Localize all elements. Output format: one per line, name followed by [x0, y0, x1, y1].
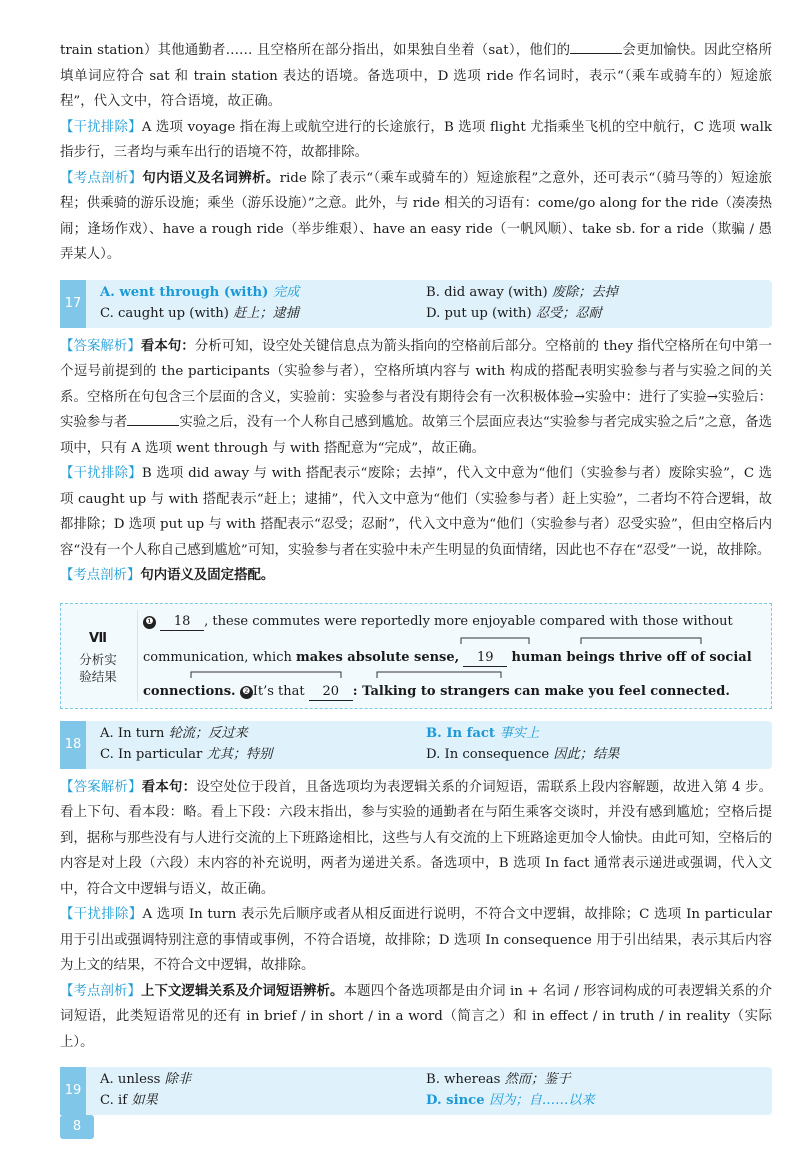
q18-options	[60, 721, 772, 769]
option-a	[100, 1070, 191, 1090]
option-d	[426, 1091, 595, 1111]
option-en: B. In fact	[426, 725, 496, 741]
text: , these commutes were reportedly more enjoyable compared with those without	[204, 613, 733, 629]
option-d	[426, 745, 619, 765]
option-b	[426, 724, 539, 744]
key-phrase: : Talking to strangers can make you feel connected.	[352, 683, 730, 699]
passage-line-1	[143, 612, 763, 632]
text: B 选项 did away 与 with 搭配表示“废除；去掉”，代入文中意为“他们（实验参与者）废除实验”，C 选项 caught up 与 with 搭配表示“赶上；逮捕”，代入文中意为“他们（实验参与者）赶上实验”，二者均不符合逻辑，故都排除；D 选项 put up 与 with 搭配表示“忍受；忍耐”，代入文中意为“他们（实验参与者）忍受实验”，但由空格后内容“没有一个人称自己感到尴尬”可知，实验参与者在实验中未产生明显的负面情绪，因此也不存在“忍受”一说，故排除。	[60, 466, 773, 558]
option-en: C. In particular	[100, 746, 203, 762]
option-en: D. put up (with)	[426, 305, 532, 321]
option-zh: 轮流；反过来	[168, 725, 248, 741]
q18-answer	[60, 775, 772, 903]
option-en: B. did away (with)	[426, 284, 548, 300]
interference-tag: 【干扰排除】	[60, 466, 142, 481]
point-title: 上下文逻辑关系及介词短语辨析。	[141, 982, 344, 999]
passage-line-2	[143, 648, 763, 668]
interference-tag: 【干扰排除】	[60, 119, 142, 135]
option-en: A. In turn	[100, 725, 165, 741]
vii-analysis-box	[60, 603, 772, 709]
bracket-arrow-lower-left	[191, 672, 341, 678]
option-zh: 忍受；忍耐	[535, 305, 602, 321]
option-zh: 如果	[131, 1093, 158, 1108]
option-zh: 因此；结果	[553, 746, 620, 762]
question-number: 17	[60, 280, 86, 328]
option-c	[100, 745, 272, 765]
answer-tag: 【答案解析】	[60, 779, 142, 795]
section-roman: Ⅶ	[88, 630, 107, 646]
section-label-line2: 验结果	[79, 668, 117, 684]
text: 实验之后，没有一个人称自己感到尴尬。故第三个层面应表达“实验参与者完成实验之后”之意，备选项中，只有 A 选项 went through 与 with 搭配意为“完成”，故正确。	[60, 415, 772, 456]
option-zh: 然而；鉴于	[504, 1072, 571, 1087]
point-tag: 【考点剖析】	[60, 983, 142, 999]
option-en: D. In consequence	[426, 746, 550, 762]
text: train station）其他通勤者…… 且空格所在部分指出，如果独自坐着（sat），他们的	[60, 43, 571, 58]
point-title: 句内语义及固定搭配。	[140, 567, 275, 583]
text: A 选项 In turn 表示先后顺序或者从相反面进行说明，不符合文中逻辑，故排除；C 选项 In particular 用于引出或强调特别注意的事情或事例，不符合语境，故排除；D 选项 In consequence 用于引出结果，表示其后内容为上文的结果，不符合文中逻辑，故排除。	[60, 907, 772, 973]
q16-answer-continued	[60, 38, 772, 115]
answer-lead: 看本句：	[141, 778, 197, 795]
blank-line	[127, 412, 179, 426]
blank-18: 18	[160, 614, 204, 631]
blank-line	[570, 40, 622, 54]
option-zh: 赶上；逮捕	[233, 305, 300, 321]
vii-label	[61, 604, 135, 707]
option-en: A. went through (with)	[100, 284, 269, 300]
circled-number-icon: ❷	[240, 686, 253, 699]
option-b	[426, 283, 618, 303]
bracket-arrow-left	[461, 638, 529, 644]
q17-options	[60, 280, 772, 328]
text: 会更加愉快。因此空格所填单词应符合 sat 和 train station 表达的语境。备选项中，D 选项 ride 作名词时，表示“（乘车或骑车的）短途旅程”，代入文中，符合语境，故正确。	[60, 43, 773, 109]
text: 分析可知，设空处关键信息点为箭头指向的空格前后部分。空格前的 they 指代空格所在句中第一个逗号前提到的 the participants（实验参与者），空格所填内容与 with 构成的搭配表明实验参与者与实验之间的关系。空格所在句包含三个层面的含义，实验前：实验参与者没有期待会有一次积极体验→实验中：进行了实验→实验后：实验参与者	[60, 338, 773, 430]
q17-point	[60, 563, 772, 589]
option-d	[426, 304, 602, 324]
option-b	[426, 1070, 571, 1090]
text: It’s that	[252, 683, 305, 699]
key-phrase: human beings thrive off of social	[511, 649, 752, 665]
bracket-arrow-right	[581, 638, 701, 644]
option-en: A. unless	[100, 1072, 161, 1087]
question-number: 18	[60, 721, 86, 769]
blank-20: 20	[309, 684, 353, 701]
q17-interference	[60, 461, 772, 563]
q19-options	[60, 1067, 772, 1115]
option-c	[100, 1091, 158, 1111]
option-zh: 废除；去掉	[551, 284, 618, 300]
option-zh: 事实上	[499, 725, 540, 741]
bracket-arrow-lower-right	[377, 672, 501, 678]
option-zh: 尤其；特别	[206, 746, 273, 762]
section-label-line1: 分析实	[79, 651, 117, 667]
q16-point	[60, 166, 772, 268]
option-en: D. since	[426, 1093, 485, 1108]
option-c	[100, 304, 299, 324]
option-zh: 除非	[164, 1072, 192, 1087]
option-a	[100, 283, 299, 303]
passage-line-3	[143, 682, 763, 702]
text: communication, which	[143, 649, 296, 665]
text: 设空处位于段首，且备选项均为表逻辑关系的介词短语，需联系上段内容解题，故进入第 4 步。看上下句、看本段：略。看上下段：六段末指出，参与实验的通勤者在与陌生乘客交谈时，并没有感到尴尬；空格后提到，据称与那些没有与人进行交流的上下班路途相比，这些与人有交流的上下班路途更加令人愉快。由此可知，空格后的内容是对上段（六段）末内容的补充说明，两者为递进关系。备选项中，B 选项 In fact 通常表示递进或强调，代入文中，符合文中逻辑与语义，故正确。	[60, 779, 773, 897]
answer-lead: 看本句：	[140, 337, 195, 354]
blank-19: 19	[463, 650, 507, 667]
question-number: 19	[60, 1067, 86, 1115]
point-tag: 【考点剖析】	[60, 170, 143, 186]
page-number: 8	[60, 1115, 94, 1139]
q16-interference	[60, 115, 772, 166]
q18-interference	[60, 902, 772, 979]
circled-number-icon: ❶	[143, 616, 156, 629]
option-a	[100, 724, 248, 744]
q18-point	[60, 979, 772, 1056]
answer-tag: 【答案解析】	[60, 338, 141, 354]
text: A 选项 voyage 指在海上或航空进行的长途旅行，B 选项 flight 尤指乘坐飞机的空中航行，C 选项 walk 指步行，三者均与乘车出行的语境不符，故都排除。	[60, 119, 772, 160]
option-en: B. whereas	[426, 1072, 501, 1087]
option-zh: 因为；自……以来	[489, 1093, 595, 1108]
option-en: C. caught up (with)	[100, 305, 229, 321]
point-title: 句内语义及名词辨析。	[142, 169, 280, 186]
option-en: C. if	[100, 1093, 128, 1108]
key-phrase: connections.	[143, 683, 236, 699]
q17-answer	[60, 334, 772, 462]
key-phrase: makes absolute sense,	[296, 649, 460, 665]
option-zh: 完成	[272, 284, 300, 300]
divider	[137, 610, 138, 702]
interference-tag: 【干扰排除】	[60, 907, 143, 922]
point-tag: 【考点剖析】	[60, 568, 141, 583]
text: ride 除了表示“（乘车或骑车的）短途旅程”之意外，还可表示“（骑马等的）短途旅程；供乘骑的游乐设施；乘坐（游乐设施）”之意。此外，与 ride 相关的习语有：come/go along for the ride（凑凑热闹；逢场作戏）、have a rough ride（举步维艰）、have an easy ride（一帆风顺）、take sb. for a ride（欺骗 / 愚弄某人）。	[60, 170, 773, 262]
text: 本题四个备选项都是由介词 in + 名词 / 形容词构成的可表逻辑关系的介词短语，此类短语常见的还有 in brief / in short / in a word（简言之）和 in effect / in truth / in reality（实际上）。	[60, 983, 773, 1050]
